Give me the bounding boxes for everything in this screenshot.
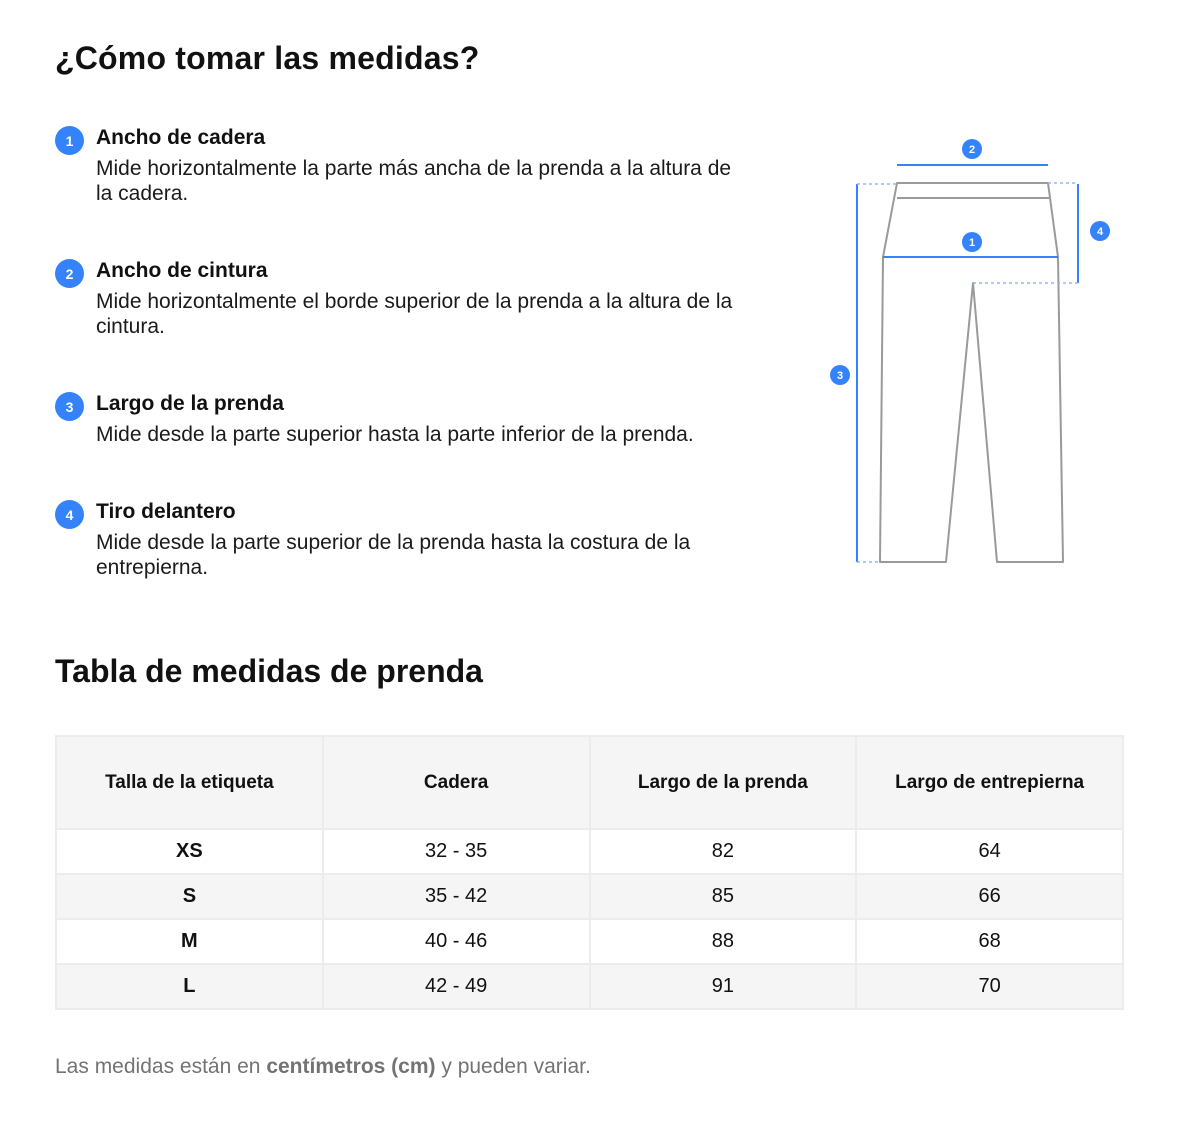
length-cell: 85: [590, 874, 857, 919]
hip-cell: 32 - 35: [323, 829, 590, 874]
inseam-cell: 64: [856, 829, 1123, 874]
svg-text:3: 3: [836, 370, 844, 382]
size-table-title: Tabla de medidas de prenda: [55, 653, 483, 689]
size-cell: M: [56, 919, 323, 964]
page-title: ¿Cómo tomar las medidas?: [55, 40, 480, 76]
units-note: [55, 1055, 591, 1079]
marker-1: [962, 232, 982, 252]
table-row: [56, 829, 1123, 874]
note-suffix: y pueden variar.: [435, 1055, 591, 1078]
table-row: [56, 874, 1123, 919]
size-cell: S: [56, 874, 323, 919]
marker-3: [830, 365, 850, 385]
note-unit-emphasis: centímetros (cm): [266, 1055, 436, 1078]
length-cell: 82: [590, 829, 857, 874]
column-header-inseam: Largo de entrepierna: [856, 736, 1123, 829]
step-title: Tiro delantero: [96, 500, 236, 523]
size-cell: XS: [56, 829, 323, 874]
step-description: Mide desde la parte superior hasta la parte inferior de la prenda.: [96, 423, 694, 446]
note-prefix: Las medidas están en: [55, 1055, 267, 1078]
inseam-cell: 66: [856, 874, 1123, 919]
step-front-rise: [55, 498, 735, 580]
step-description: Mide horizontalmente el borde superior de la prenda a la altura de la cintura.: [96, 290, 733, 338]
size-cell: L: [56, 964, 323, 1009]
size-table: [55, 735, 1124, 1010]
step-waist-width: [55, 257, 735, 339]
svg-text:4: 4: [1096, 226, 1104, 238]
pants-measurement-diagram: [820, 130, 1120, 580]
inseam-cell: 68: [856, 919, 1123, 964]
hip-cell: 40 - 46: [323, 919, 590, 964]
table-header-row: [56, 736, 1123, 829]
inseam-cell: 70: [856, 964, 1123, 1009]
step-number-badge: 4: [55, 500, 84, 529]
column-header-hip: Cadera: [323, 736, 590, 829]
step-title: Ancho de cadera: [96, 126, 266, 149]
step-garment-length: [55, 390, 735, 447]
step-description: Mide desde la parte superior de la prenda hasta la costura de la entrepierna.: [96, 531, 691, 579]
marker-2: [962, 139, 982, 159]
step-title: Largo de la prenda: [96, 392, 284, 415]
step-hip-width: [55, 124, 735, 206]
table-row: [56, 964, 1123, 1009]
marker-4: [1090, 221, 1110, 241]
step-title: Ancho de cintura: [96, 259, 268, 282]
length-cell: 91: [590, 964, 857, 1009]
hip-cell: 42 - 49: [323, 964, 590, 1009]
step-number-badge: 1: [55, 126, 84, 155]
table-row: [56, 919, 1123, 964]
step-description: Mide horizontalmente la parte más ancha de la prenda a la altura de la cadera.: [96, 157, 732, 205]
step-number-badge: 2: [55, 259, 84, 288]
column-header-size-label: Talla de la etiqueta: [56, 736, 323, 829]
svg-text:2: 2: [968, 144, 976, 156]
hip-cell: 35 - 42: [323, 874, 590, 919]
svg-text:1: 1: [968, 237, 976, 249]
step-number-badge: 3: [55, 392, 84, 421]
length-cell: 88: [590, 919, 857, 964]
measurement-steps: [55, 124, 735, 631]
column-header-length: Largo de la prenda: [590, 736, 857, 829]
